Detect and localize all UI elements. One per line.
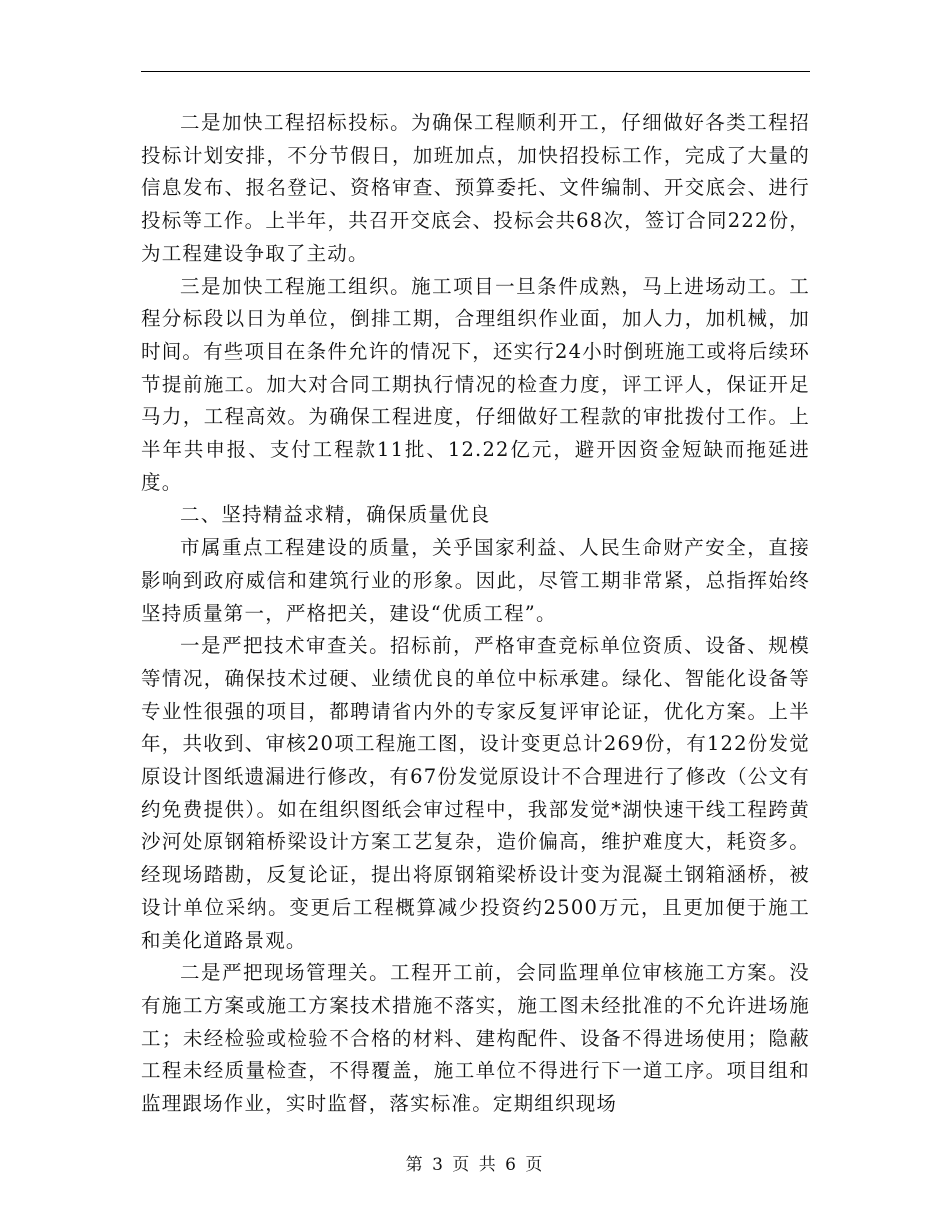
paragraph-technical-review: 一是严把技术审查关。招标前，严格审查竞标单位资质、设备、规模等情况，确保技术过硬、业绩优良的单位中标承建。绿化、智能化设备等专业性很强的项目，都聘请省内外的专家反复评审论证，优化方案。上半年，共收到、审核20项工程施工图，设计变更总计269份，有122份发觉原设计图纸遗漏进行修改，有67份发觉原设计不合理进行了修改（公文有约免费提供）。如在组织图纸会审过程中，我部发觉*湖快速干线工程跨黄沙河处原钢箱桥梁设计方案工艺复杂，造价偏高，维护难度大，耗资多。经现场踏勘，反复论证，提出将原钢箱梁桥设计变为混凝土钢箱涵桥，被设计单位采纳。变更后工程概算减少投资约2500万元，且更加便于施工和美化道路景观。 [141,634,810,952]
section-heading-quality: 二、坚持精益求精，确保质量优良 [180,503,491,527]
paragraph-site-management: 二是严把现场管理关。工程开工前，会同监理单位审核施工方案。没有施工方案或施工方案技术措施不落实，施工图未经批准的不允许进场施工；未经检验或检验不合格的材料、建构配件、设备不得进场使用；隐蔽工程未经质量检查，不得覆盖，施工单位不得进行下一道工序。项目组和监理跟场作业，实时监督，落实标准。定期组织现场 [141,961,810,1116]
page-number: 第 3 页 共 6 页 [405,1155,545,1175]
paragraph-quality-intro: 市属重点工程建设的质量，关乎国家利益、人民生命财产安全，直接影响到政府威信和建筑行业的形象。因此，尽管工期非常紧，总指挥始终坚持质量第一，严格把关，建设“优质工程”。 [141,536,810,625]
paragraph-construction: 三是加快工程施工组织。施工项目一旦条件成熟，马上进场动工。工程分标段以日为单位，倒排工期，合理组织作业面，加人力，加机械，加时间。有些项目在条件允许的情况下，还实行24小时倒班施工或将后续环节提前施工。加大对合同工期执行情况的检查力度，评工评人，保证开足马力，工程高效。为确保工程进度，仔细做好工程款的审批拨付工作。上半年共申报、支付工程款11批、12.22亿元，避开因资金短缺而拖延进度。 [141,274,810,494]
document-body [141,107,810,1121]
paragraph-bidding: 二是加快工程招标投标。为确保工程顺利开工，仔细做好各类工程招投标计划安排，不分节假日，加班加点，加快招投标工作，完成了大量的信息发布、报名登记、资格审查、预算委托、文件编制、开交底会、进行投标等工作。上半年，共召开交底会、投标会共68次，签订合同222份，为工程建设争取了主动。 [141,111,810,265]
header-rule [141,71,810,72]
